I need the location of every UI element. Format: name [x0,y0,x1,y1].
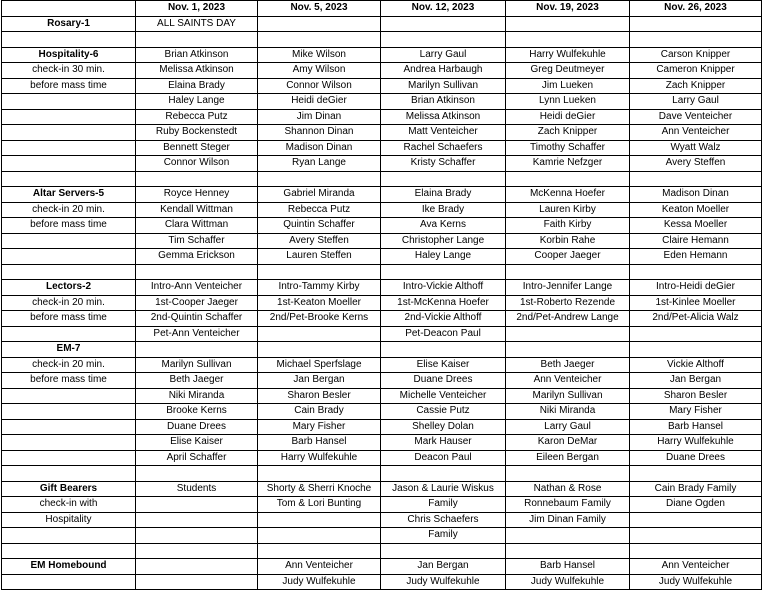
assignment-cell [258,326,381,342]
assignment-cell: 1st-Kinlee Moeller [630,295,762,311]
ministry-label-cell: check-in 20 min. [2,202,136,218]
assignment-cell: Ann Venteicher [630,559,762,575]
assignment-cell: 2nd-Vickie Althoff [381,311,506,327]
assignment-cell [506,326,630,342]
header-cell-date: Nov. 26, 2023 [630,1,762,17]
assignment-cell: Cameron Knipper [630,63,762,79]
assignment-cell: Intro-Jennifer Lange [506,280,630,296]
ministry-label-cell [2,388,136,404]
assignment-cell: Larry Gaul [630,94,762,110]
table-row [2,109,762,125]
assignment-cell [630,342,762,358]
ministry-label-cell: before mass time [2,311,136,327]
assignment-cell [506,342,630,358]
ministry-label-cell [2,233,136,249]
assignment-cell: Family [381,497,506,513]
assignment-cell [136,497,258,513]
assignment-cell [136,466,258,482]
table-row [2,419,762,435]
table-row [2,574,762,590]
assignment-cell: Christopher Lange [381,233,506,249]
assignment-cell: Tom & Lori Bunting [258,497,381,513]
assignment-cell: 2nd/Pet-Alicia Walz [630,311,762,327]
assignment-cell: Amy Wilson [258,63,381,79]
assignment-cell: Deacon Paul [381,450,506,466]
assignment-cell: Intro-Heidi deGier [630,280,762,296]
ministry-label-cell: check-in 20 min. [2,295,136,311]
ministry-label-cell [2,125,136,141]
assignment-cell: Elaina Brady [136,78,258,94]
table-row [2,202,762,218]
assignment-cell [136,264,258,280]
assignment-cell: Korbin Rahe [506,233,630,249]
assignment-cell: Barb Hansel [630,419,762,435]
assignment-cell: Beth Jaeger [506,357,630,373]
table-row [2,481,762,497]
assignment-cell [381,466,506,482]
assignment-cell: Tim Schaffer [136,233,258,249]
ministry-label-cell: EM-7 [2,342,136,358]
assignment-cell: Brian Atkinson [381,94,506,110]
table-row [2,63,762,79]
table-row [2,326,762,342]
assignment-cell: Harry Wulfekuhle [506,47,630,63]
assignment-cell [258,16,381,32]
assignment-cell: Ronnebaum Family [506,497,630,513]
assignment-cell: Claire Hemann [630,233,762,249]
assignment-cell: Cain Brady [258,404,381,420]
table-row [2,140,762,156]
assignment-cell [258,466,381,482]
table-row [2,404,762,420]
ministry-label-cell: check-in 30 min. [2,63,136,79]
assignment-cell: 2nd/Pet-Brooke Kerns [258,311,381,327]
assignment-cell: Ann Venteicher [506,373,630,389]
header-cell-date: Nov. 12, 2023 [381,1,506,17]
table-row [2,171,762,187]
table-row [2,94,762,110]
assignment-cell: Matt Venteicher [381,125,506,141]
assignment-cell: Students [136,481,258,497]
assignment-cell [506,16,630,32]
assignment-cell: Ike Brady [381,202,506,218]
assignment-cell: Intro-Vickie Althoff [381,280,506,296]
assignment-cell [258,32,381,48]
assignment-cell: Diane Ogden [630,497,762,513]
ministry-label-cell [2,249,136,265]
table-row [2,435,762,451]
assignment-cell [136,574,258,590]
ministry-label-cell [2,326,136,342]
assignment-cell [258,528,381,544]
table-row [2,78,762,94]
assignment-cell [381,264,506,280]
assignment-cell: Jan Bergan [381,559,506,575]
assignment-cell: Zach Knipper [630,78,762,94]
assignment-cell [258,264,381,280]
table-row [2,156,762,172]
assignment-cell: Duane Drees [136,419,258,435]
assignment-cell [630,466,762,482]
assignment-cell: Cooper Jaeger [506,249,630,265]
assignment-cell: Shorty & Sherri Knoche [258,481,381,497]
assignment-cell: Jan Bergan [258,373,381,389]
assignment-cell [136,528,258,544]
assignment-cell: Larry Gaul [381,47,506,63]
schedule-table [1,0,762,590]
assignment-cell: 2nd/Pet-Andrew Lange [506,311,630,327]
assignment-cell: Ruby Bockenstedt [136,125,258,141]
assignment-cell [630,543,762,559]
assignment-cell: Family [381,528,506,544]
assignment-cell: Judy Wulfekuhle [258,574,381,590]
assignment-cell: Cain Brady Family [630,481,762,497]
assignment-cell: Timothy Schaffer [506,140,630,156]
assignment-cell: Larry Gaul [506,419,630,435]
table-row [2,559,762,575]
assignment-cell: Brooke Kerns [136,404,258,420]
assignment-cell: Gemma Erickson [136,249,258,265]
ministry-label-cell: Gift Bearers [2,481,136,497]
assignment-cell: Pet-Deacon Paul [381,326,506,342]
schedule-body [2,16,762,590]
table-row [2,187,762,203]
assignment-cell: Melissa Atkinson [381,109,506,125]
assignment-cell: Niki Miranda [506,404,630,420]
assignment-cell: Rebecca Putz [136,109,258,125]
assignment-cell: Bennett Steger [136,140,258,156]
assignment-cell [258,543,381,559]
assignment-cell: Shelley Dolan [381,419,506,435]
assignment-cell: Wyatt Walz [630,140,762,156]
assignment-cell: Elise Kaiser [381,357,506,373]
ministry-label-cell [2,466,136,482]
assignment-cell: Niki Miranda [136,388,258,404]
assignment-cell: Shannon Dinan [258,125,381,141]
ministry-label-cell: Hospitality [2,512,136,528]
assignment-cell: Beth Jaeger [136,373,258,389]
assignment-cell [258,512,381,528]
table-row [2,497,762,513]
ministry-label-cell [2,528,136,544]
assignment-cell: Connor Wilson [136,156,258,172]
assignment-cell: Michael Sperfslage [258,357,381,373]
assignment-cell: Judy Wulfekuhle [381,574,506,590]
assignment-cell: Melissa Atkinson [136,63,258,79]
assignment-cell [381,16,506,32]
ministry-label-cell [2,264,136,280]
header-row [2,1,762,17]
ministry-label-cell: Lectors-2 [2,280,136,296]
table-row [2,388,762,404]
assignment-cell: Mike Wilson [258,47,381,63]
assignment-cell [630,512,762,528]
assignment-cell: Clara Wittman [136,218,258,234]
assignment-cell: Quintin Schaffer [258,218,381,234]
ministry-label-cell: before mass time [2,373,136,389]
table-row [2,218,762,234]
assignment-cell: Avery Steffen [630,156,762,172]
assignment-cell: Jim Dinan Family [506,512,630,528]
assignment-cell: Eden Hemann [630,249,762,265]
ministry-label-cell: EM Homebound [2,559,136,575]
ministry-label-cell [2,171,136,187]
table-row [2,311,762,327]
assignment-cell: Judy Wulfekuhle [630,574,762,590]
assignment-cell: Brian Atkinson [136,47,258,63]
assignment-cell: Chris Schaefers [381,512,506,528]
assignment-cell: Lauren Kirby [506,202,630,218]
schedule-header [2,1,762,17]
assignment-cell [381,543,506,559]
table-row [2,543,762,559]
assignment-cell [381,32,506,48]
assignment-cell [136,342,258,358]
assignment-cell: Harry Wulfekuhle [258,450,381,466]
assignment-cell: Jason & Laurie Wiskus [381,481,506,497]
ministry-label-cell: Altar Servers-5 [2,187,136,203]
assignment-cell: Michelle Venteicher [381,388,506,404]
table-row [2,357,762,373]
ministry-label-cell: Rosary-1 [2,16,136,32]
assignment-cell: Zach Knipper [506,125,630,141]
assignment-cell: Intro-Tammy Kirby [258,280,381,296]
assignment-cell: Marilyn Sullivan [136,357,258,373]
assignment-cell [630,528,762,544]
assignment-cell [630,171,762,187]
assignment-cell [136,559,258,575]
assignment-cell: Duane Drees [381,373,506,389]
table-row [2,342,762,358]
table-row [2,295,762,311]
header-cell-date: Nov. 1, 2023 [136,1,258,17]
header-cell-date: Nov. 19, 2023 [506,1,630,17]
assignment-cell: Kamrie Nefzger [506,156,630,172]
assignment-cell: Cassie Putz [381,404,506,420]
header-cell-date: Nov. 5, 2023 [258,1,381,17]
assignment-cell [258,342,381,358]
assignment-cell: Haley Lange [136,94,258,110]
assignment-cell: Gabriel Miranda [258,187,381,203]
table-row [2,16,762,32]
assignment-cell: Ryan Lange [258,156,381,172]
table-row [2,450,762,466]
ministry-label-cell [2,435,136,451]
assignment-cell: Connor Wilson [258,78,381,94]
assignment-cell [506,171,630,187]
ministry-label-cell [2,543,136,559]
assignment-cell [258,171,381,187]
assignment-cell: 1st-Roberto Rezende [506,295,630,311]
assignment-cell: Keaton Moeller [630,202,762,218]
assignment-cell: 1st-McKenna Hoefer [381,295,506,311]
assignment-cell: Lauren Steffen [258,249,381,265]
assignment-cell [381,171,506,187]
table-row [2,466,762,482]
table-row [2,125,762,141]
assignment-cell: Eileen Bergan [506,450,630,466]
assignment-cell: ALL SAINTS DAY [136,16,258,32]
ministry-label-cell [2,450,136,466]
assignment-cell: Haley Lange [381,249,506,265]
ministry-label-cell: check-in 20 min. [2,357,136,373]
assignment-cell: 1st-Cooper Jaeger [136,295,258,311]
assignment-cell: 2nd-Quintin Schaffer [136,311,258,327]
assignment-cell [136,512,258,528]
assignment-cell [630,32,762,48]
assignment-cell: Harry Wulfekuhle [630,435,762,451]
ministry-label-cell [2,140,136,156]
assignment-cell: Andrea Harbaugh [381,63,506,79]
table-row [2,233,762,249]
ministry-label-cell [2,404,136,420]
assignment-cell [630,326,762,342]
assignment-cell [506,264,630,280]
assignment-cell: Nathan & Rose [506,481,630,497]
table-row [2,373,762,389]
ministry-label-cell [2,419,136,435]
assignment-cell [506,543,630,559]
assignment-cell: Heidi deGier [506,109,630,125]
assignment-cell: Jim Dinan [258,109,381,125]
assignment-cell: Mary Fisher [630,404,762,420]
assignment-cell: Intro-Ann Venteicher [136,280,258,296]
assignment-cell: Barb Hansel [258,435,381,451]
assignment-cell: Kessa Moeller [630,218,762,234]
assignment-cell: Barb Hansel [506,559,630,575]
header-cell-ministry [2,1,136,17]
assignment-cell: Ann Venteicher [630,125,762,141]
ministry-label-cell: before mass time [2,218,136,234]
assignment-cell: Mary Fisher [258,419,381,435]
assignment-cell: Rebecca Putz [258,202,381,218]
assignment-cell: Elaina Brady [381,187,506,203]
assignment-cell: Rachel Schaefers [381,140,506,156]
assignment-cell [136,32,258,48]
assignment-cell: Marilyn Sullivan [381,78,506,94]
assignment-cell: McKenna Hoefer [506,187,630,203]
assignment-cell [506,528,630,544]
ministry-label-cell [2,574,136,590]
assignment-cell: Ava Kerns [381,218,506,234]
table-row [2,47,762,63]
assignment-cell: Heidi deGier [258,94,381,110]
table-row [2,32,762,48]
assignment-cell: Ann Venteicher [258,559,381,575]
ministry-label-cell: Hospitality-6 [2,47,136,63]
assignment-cell: Carson Knipper [630,47,762,63]
assignment-cell [381,342,506,358]
table-row [2,264,762,280]
assignment-cell: Judy Wulfekuhle [506,574,630,590]
assignment-cell: Duane Drees [630,450,762,466]
assignment-cell: Avery Steffen [258,233,381,249]
assignment-cell: Kendall Wittman [136,202,258,218]
table-row [2,528,762,544]
assignment-cell: Elise Kaiser [136,435,258,451]
assignment-cell: Dave Venteicher [630,109,762,125]
table-row [2,280,762,296]
ministry-label-cell [2,109,136,125]
assignment-cell: Kristy Schaffer [381,156,506,172]
assignment-cell [136,171,258,187]
assignment-cell: Greg Deutmeyer [506,63,630,79]
assignment-cell: Faith Kirby [506,218,630,234]
assignment-cell [506,32,630,48]
ministry-label-cell: before mass time [2,78,136,94]
ministry-label-cell [2,156,136,172]
assignment-cell: Royce Henney [136,187,258,203]
assignment-cell: Pet-Ann Venteicher [136,326,258,342]
ministry-label-cell: check-in with [2,497,136,513]
assignment-cell: Karon DeMar [506,435,630,451]
table-row [2,249,762,265]
assignment-cell: Mark Hauser [381,435,506,451]
ministry-label-cell [2,32,136,48]
assignment-cell: 1st-Keaton Moeller [258,295,381,311]
assignment-cell: Vickie Althoff [630,357,762,373]
assignment-cell: Madison Dinan [630,187,762,203]
assignment-cell: Jim Lueken [506,78,630,94]
assignment-cell [136,543,258,559]
ministry-label-cell [2,94,136,110]
table-row [2,512,762,528]
assignment-cell: Marilyn Sullivan [506,388,630,404]
assignment-cell [506,466,630,482]
assignment-cell: Sharon Besler [630,388,762,404]
assignment-cell: Sharon Besler [258,388,381,404]
assignment-cell: Madison Dinan [258,140,381,156]
assignment-cell [630,16,762,32]
assignment-cell [630,264,762,280]
assignment-cell: Jan Bergan [630,373,762,389]
assignment-cell: April Schaffer [136,450,258,466]
assignment-cell: Lynn Lueken [506,94,630,110]
